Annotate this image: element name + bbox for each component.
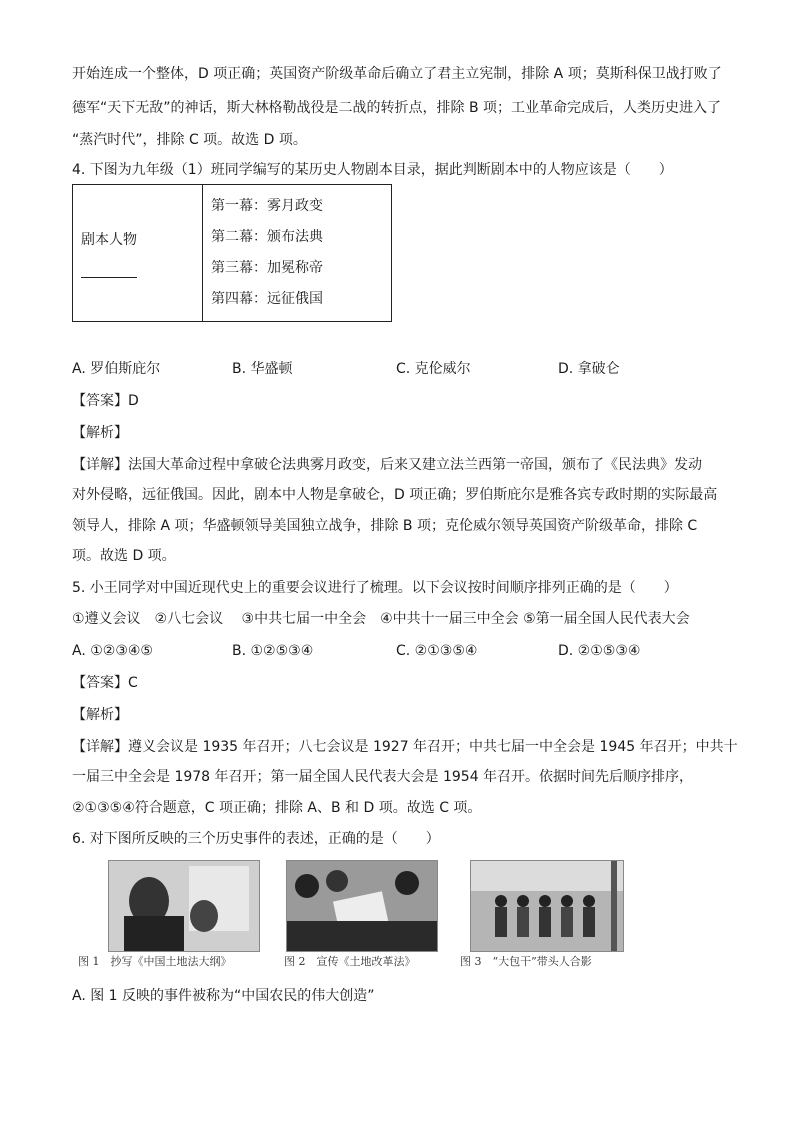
q5-answer: 【答案】C (72, 675, 138, 691)
q4-analysis-heading: 【解析】 (72, 425, 128, 441)
q5-detail-line-1: 【详解】遵义会议是 1935 年召开；八七会议是 1927 年召开；中共七届一中全会是 1945 年召开；中共十 (72, 739, 738, 755)
intro-line-1: 开始连成一个整体，D 项正确；英国资产阶级革命后确立了君主立宪制，排除 A 项；莫斯科保卫战打败了 (72, 66, 722, 82)
intro-line-2: 德军“天下无敌”的神话，斯大林格勒战役是二战的转折点，排除 B 项；工业革命完成后，人类历史进入了 (72, 100, 722, 116)
script-acts-cell (203, 185, 392, 322)
q6-stem: 6. 对下图所反映的三个历史事件的表述，正确的是（ ） (72, 831, 440, 847)
q4-option-b: B. 华盛顿 (232, 361, 293, 377)
act-2: 第二幕：颁布法典 (211, 229, 323, 245)
q4-detail-line-1: 【详解】法国大革命过程中拿破仑法典雾月政变，后来又建立法兰西第一帝国，颁布了《民法典》发动 (72, 457, 702, 473)
q4-option-a: A. 罗伯斯庇尔 (72, 361, 161, 377)
q5-option-a: A. ①②③④⑤ (72, 643, 153, 659)
q4-detail-line-2: 对外侵略，远征俄国。因此，剧本中人物是拿破仑，D 项正确；罗伯斯庇尔是雅各宾专政时期的实际最高 (72, 487, 718, 503)
script-table (72, 184, 392, 322)
q5-option-d: D. ②①⑤③④ (558, 643, 641, 659)
act-1: 第一幕：雾月政变 (211, 198, 323, 214)
q4-option-c: C. 克伦威尔 (396, 361, 471, 377)
q4-option-d: D. 拿破仑 (558, 361, 620, 377)
q4-stem: 4. 下图为九年级（1）班同学编写的某历史人物剧本目录，据此判断剧本中的人物应该是（ ） (72, 162, 673, 178)
q5-analysis-heading: 【解析】 (72, 707, 128, 723)
caption-figure-2: 图 2 宣传《土地改革法》 (284, 955, 416, 968)
script-role-label: 剧本人物 (81, 231, 137, 248)
script-role-cell (73, 185, 203, 322)
intro-line-3: “蒸汽时代”，排除 C 项。故选 D 项。 (72, 132, 307, 148)
q4-answer: 【答案】D (72, 393, 139, 409)
q5-option-c: C. ②①③⑤④ (396, 643, 478, 659)
caption-figure-1: 图 1 抄写《中国土地法大纲》 (78, 955, 232, 968)
act-3: 第三幕：加冕称帝 (211, 260, 323, 276)
q4-detail-line-4: 项。故选 D 项。 (72, 548, 176, 564)
q5-stem: 5. 小王同学对中国近现代史上的重要会议进行了梳理。以下会议按时间顺序排列正确的是（ ） (72, 580, 678, 596)
photo-figure-2 (286, 860, 438, 952)
q5-option-b: B. ①②⑤③④ (232, 643, 314, 659)
q5-detail-line-3: ②①③⑤④符合题意，C 项正确；排除 A、B 和 D 项。故选 C 项。 (72, 800, 482, 816)
q6-option-a: A. 图 1 反映的事件被称为“中国农民的伟大创造” (72, 988, 375, 1004)
q4-detail-line-3: 领导人，排除 A 项；华盛顿领导美国独立战争，排除 B 项；克伦威尔领导英国资产阶级革命，排除 C (72, 518, 698, 534)
photo-figure-1 (108, 860, 260, 952)
caption-figure-3: 图 3 “大包干”带头人合影 (460, 955, 592, 968)
photo-figure-3 (470, 860, 624, 952)
answer-blank (81, 259, 137, 278)
q5-detail-line-2: 一届三中全会是 1978 年召开；第一届全国人民代表大会是 1954 年召开。依据时间先后顺序排序， (72, 769, 694, 785)
act-4: 第四幕：远征俄国 (211, 291, 323, 307)
q5-items: ①遵义会议 ②八七会议 ③中共七届一中全会 ④中共十一届三中全会 ⑤第一届全国人民代表大会 (72, 611, 690, 627)
